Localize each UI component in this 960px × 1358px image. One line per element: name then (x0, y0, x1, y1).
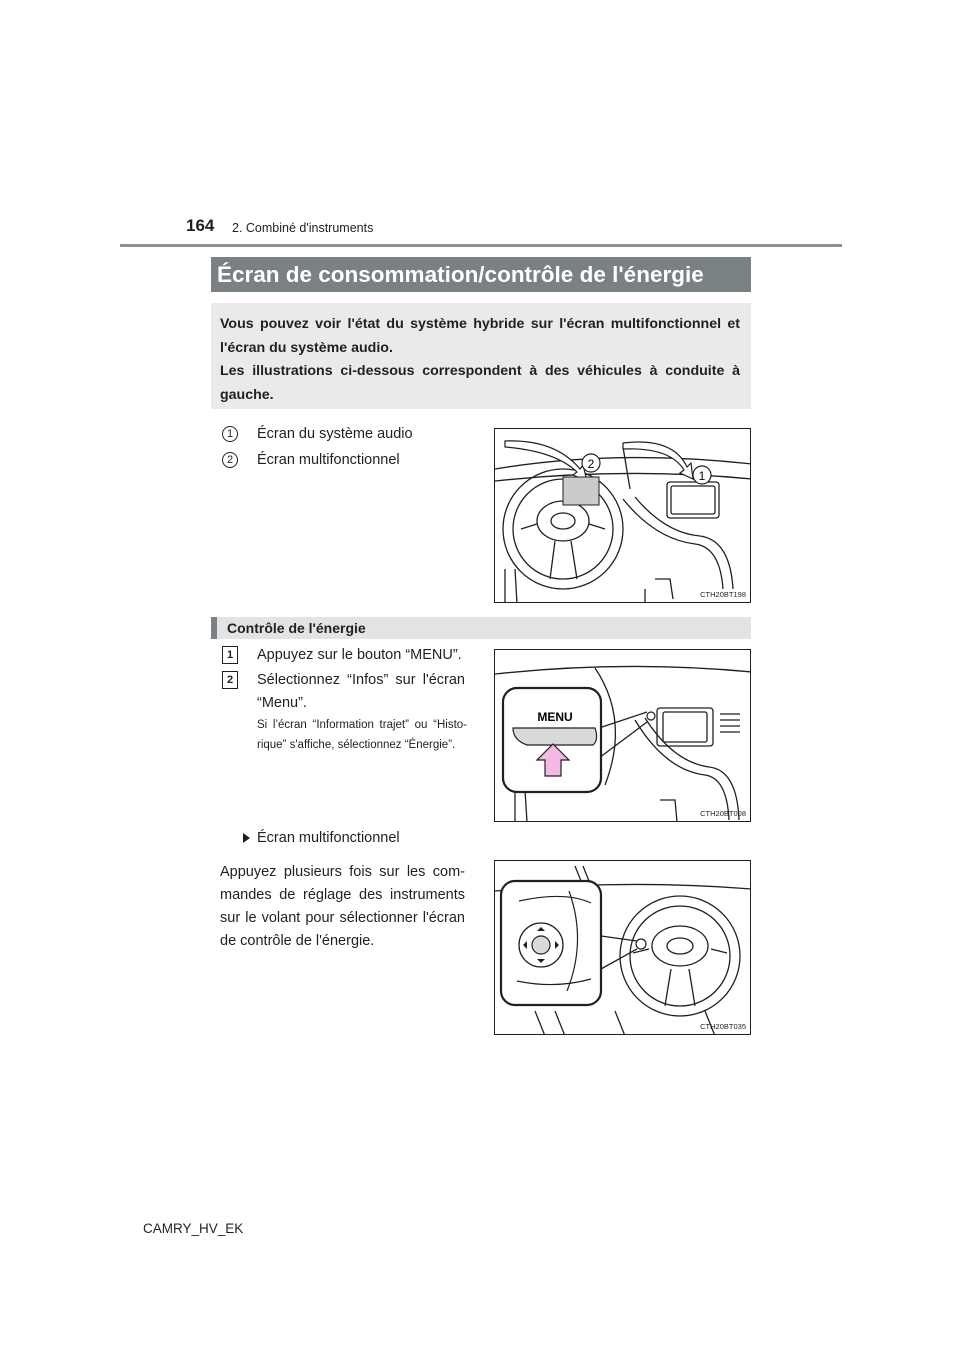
legend-label: Écran multifonctionnel (257, 452, 400, 468)
triangle-bullet-icon (243, 833, 250, 843)
figure-callout: 2 (587, 457, 595, 471)
figure-code: CTH20BT008 (700, 809, 746, 818)
figure-code: CTH20BT035 (700, 1022, 746, 1031)
intro-paragraph: Les illustrations ci-dessous correspondent à des véhicules à conduite à gauche. (220, 363, 740, 403)
callout-number: 1 (222, 426, 238, 442)
figure-callout: 1 (698, 469, 706, 483)
step-number: 2 (222, 671, 238, 689)
step-text: Appuyez sur le bouton “MENU”. (257, 647, 462, 663)
figure-code: CTH20BT198 (700, 590, 746, 599)
section-title: Écran de consommation/contrôle de l'énergie (211, 257, 751, 292)
dashboard-drawing (495, 429, 751, 603)
subsection-heading: Contrôle de l'énergie (211, 617, 751, 639)
step-number: 1 (222, 646, 238, 664)
menu-button-label: MENU (537, 710, 573, 724)
chapter-title: 2. Combiné d'instruments (232, 221, 374, 235)
menu-button-drawing (495, 650, 751, 822)
page-number: 164 (186, 216, 215, 235)
legend-label: Écran du système audio (257, 426, 413, 442)
sub-heading: Écran multifonctionnel (257, 830, 400, 846)
dashboard-illustration (494, 428, 751, 603)
steering-switch-illustration (494, 860, 751, 1035)
control-switch-icon (532, 936, 550, 954)
header-divider (120, 244, 842, 247)
intro-paragraph: Vous pouvez voir l'état du système hybride sur l'écran multifonctionnel et l'écran du système audio. (220, 316, 740, 356)
steering-switch-drawing (495, 861, 751, 1035)
instruction-paragraph: Appuyez plusieurs fois sur les com-mandes de réglage des instruments sur le volant pour sélectionner l'écran de contrôle de l'énergie. (220, 864, 465, 949)
step-text: Sélectionnez “Infos” sur l'écran “Menu”. (257, 672, 465, 711)
model-code: CAMRY_HV_EK (143, 1221, 244, 1236)
step-note: Si l’écran “Information trajet” ou “Histo-rique” s'affiche, sélectionnez “Énergie”. (257, 719, 467, 751)
callout-number: 2 (222, 452, 238, 468)
menu-button-illustration (494, 649, 751, 822)
